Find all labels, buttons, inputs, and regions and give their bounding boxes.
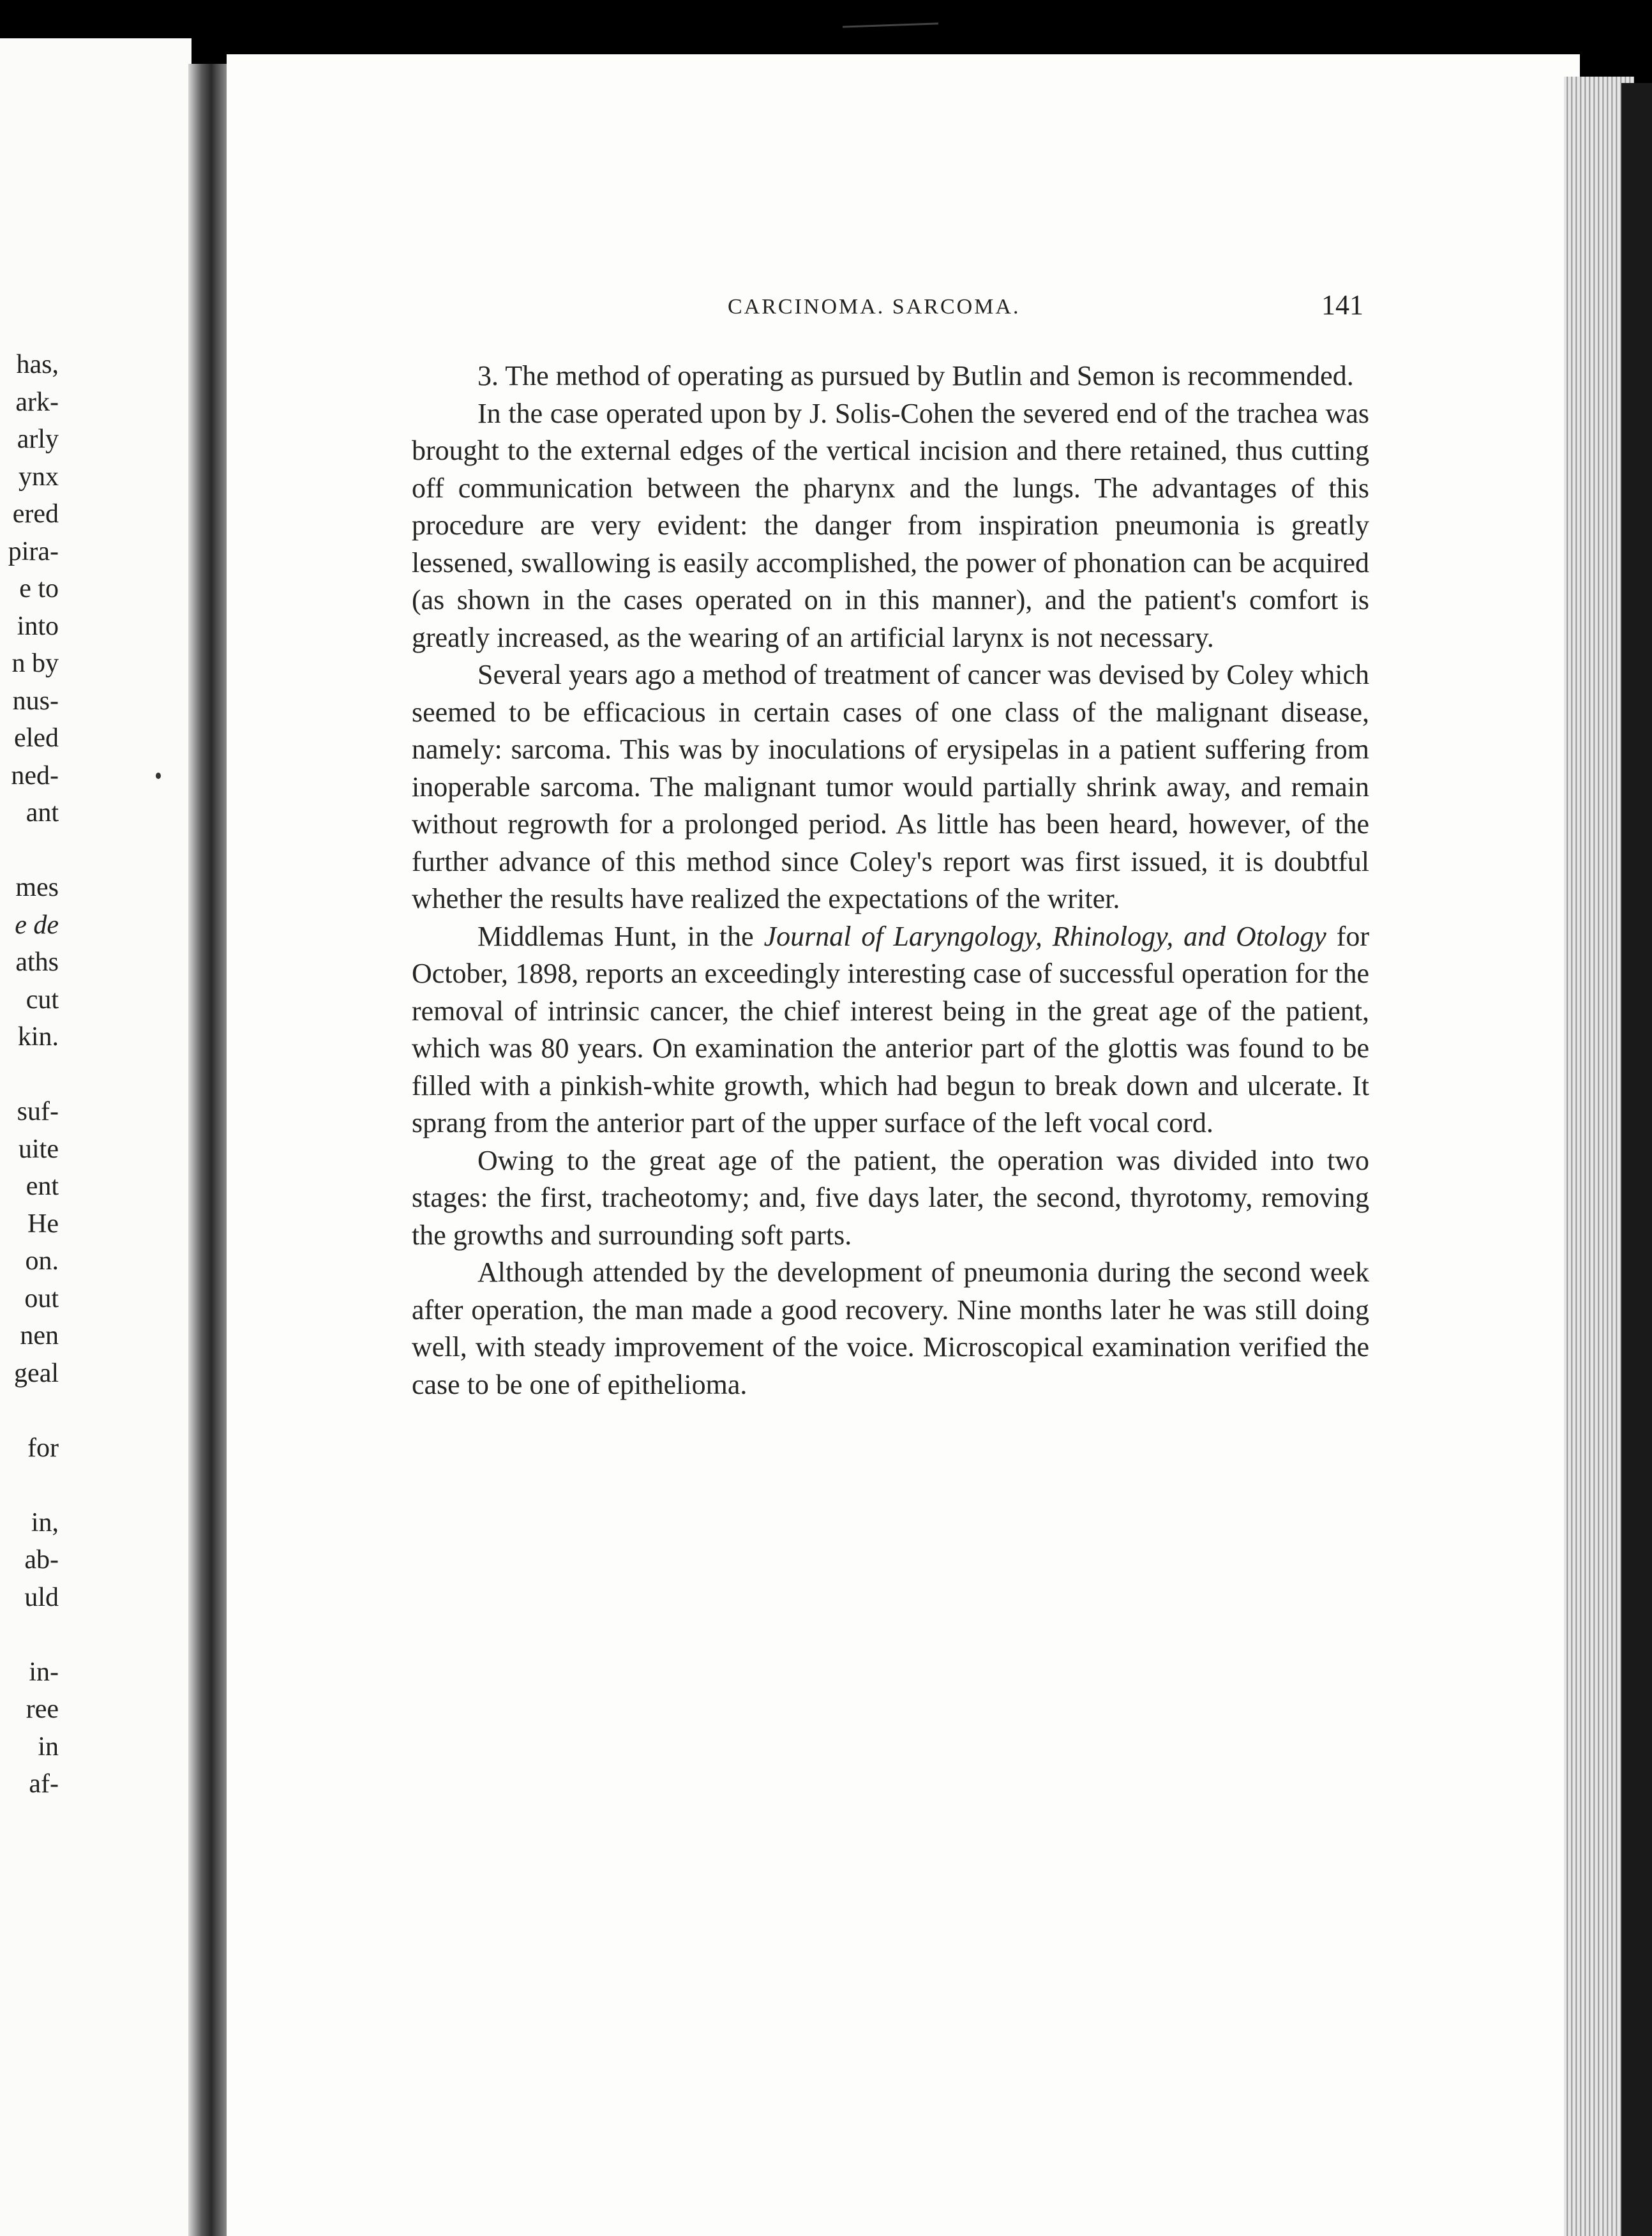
left-fragment-gap	[0, 832, 59, 870]
left-fragment: for	[27, 1433, 59, 1463]
paragraph: 3. The method of operating as pursued by Butlin and Semon is recommended.	[477, 360, 1354, 391]
book-cover-edge	[1621, 83, 1652, 2236]
left-fragment: in-	[29, 1657, 59, 1687]
left-fragment: kin.	[17, 1022, 59, 1052]
left-fragment: ark-	[15, 387, 59, 417]
left-fragment: aths	[15, 948, 59, 977]
left-fragment-gap	[0, 1392, 59, 1430]
left-fragment: ered	[12, 499, 59, 529]
paragraph: Owing to the great age of the patient, the operation was divided into two stages: the first, tracheotomy; and, five days later, the second, thyrotomy, removing the growths and surrounding soft parts.	[412, 1144, 1369, 1251]
left-fragment: nen	[20, 1321, 59, 1350]
left-fragment: suf-	[17, 1097, 59, 1126]
left-fragment: ab-	[24, 1545, 59, 1575]
left-fragment: out	[24, 1283, 59, 1313]
left-fragment: ant	[26, 798, 59, 827]
left-fragment: arly	[17, 425, 59, 454]
left-fragment: ynx	[19, 462, 59, 492]
left-fragment: nus-	[12, 686, 59, 716]
left-fragment: pira-	[8, 536, 59, 566]
left-fragment: geal	[14, 1358, 59, 1388]
left-fragment: in,	[31, 1507, 59, 1537]
left-fragment: uite	[19, 1134, 59, 1164]
page-number: 141	[1321, 289, 1363, 321]
left-fragment: He	[27, 1209, 59, 1239]
left-fragment: ent	[26, 1172, 59, 1201]
left-fragment-gap	[0, 1616, 59, 1654]
paragraph-hunt	[412, 918, 1369, 1142]
hunt-text-after: for October, 1898, reports an exceedingly interesting case of successful operation for the removal of intrinsic cancer, the chief interest being in the great age of the patient, which was 80 years. On examination the anterior part of the glottis was found to be filled with a pinkish-white growth, which had begun to break down and ulcerate. It sprang from the anterior part of the upper surface of the left vocal cord.	[412, 920, 1369, 1138]
journal-title: Journal of Laryngology, Rhinology, and Otology	[763, 920, 1326, 952]
stray-dot	[156, 773, 161, 779]
left-fragment: on.	[25, 1246, 59, 1276]
paragraph: Although attended by the development of pneumonia during the second week after operation, the man made a good recovery. Nine months later he was still doing well, with steady improvement of the voice. Microscopical examination verified the case to be one of epithelioma.	[412, 1257, 1369, 1400]
left-fragment: ree	[26, 1695, 59, 1724]
left-fragment: e de	[15, 910, 59, 940]
left-fragment: cut	[26, 985, 59, 1015]
paragraph: In the case operated upon by J. Solis-Cohen the severed end of the trachea was brought to the external edges of the vertical incision and there retained, thus cutting off communication between the pharynx and the lungs. The advantages of this procedure are very evident: the danger from inspiration pneumonia is greatly lessened, swallowing is easily accomplished, the power of phonation can be acquired (as shown in the cases operated on in this manner), and the patient's comfort is greatly increased, as the wearing of an artificial larynx is not necessary.	[412, 397, 1369, 653]
left-fragment: has,	[16, 350, 59, 379]
stray-mark	[843, 22, 938, 27]
left-fragment: ned-	[11, 760, 59, 790]
paragraph: Several years ago a method of treatment of cancer was devised by Coley which seemed to be efficacious in certain cases of one class of the malignant disease, namely: sarcoma. This was by inoculations of erysipelas in a patient suffering from inoperable sarcoma. The malignant tumor would partially shrink away, and remain without regrowth for a prolonged period. As little has been heard, however, of the further advance of this method since Coley's report was first issued, it is doubtful whether the results have realized the expectations of the writer.	[412, 659, 1369, 914]
left-fragment: e to	[19, 574, 59, 603]
left-fragment: into	[17, 611, 59, 641]
left-fragment: uld	[24, 1582, 59, 1612]
left-fragment: eled	[14, 723, 59, 753]
book-gutter	[188, 64, 227, 2236]
left-fragment: mes	[15, 873, 59, 902]
left-fragment: in	[38, 1732, 59, 1762]
left-page-text-fragments	[0, 346, 59, 1803]
hunt-text-before: Middlemas Hunt, in the	[477, 920, 764, 952]
body-text	[412, 358, 1369, 1403]
left-fragment-gap	[0, 1056, 59, 1094]
left-fragment-gap	[0, 1467, 59, 1504]
left-fragment: n by	[11, 649, 59, 678]
left-fragment: af-	[29, 1769, 59, 1799]
running-head: CARCINOMA. SARCOMA.	[728, 295, 1021, 319]
